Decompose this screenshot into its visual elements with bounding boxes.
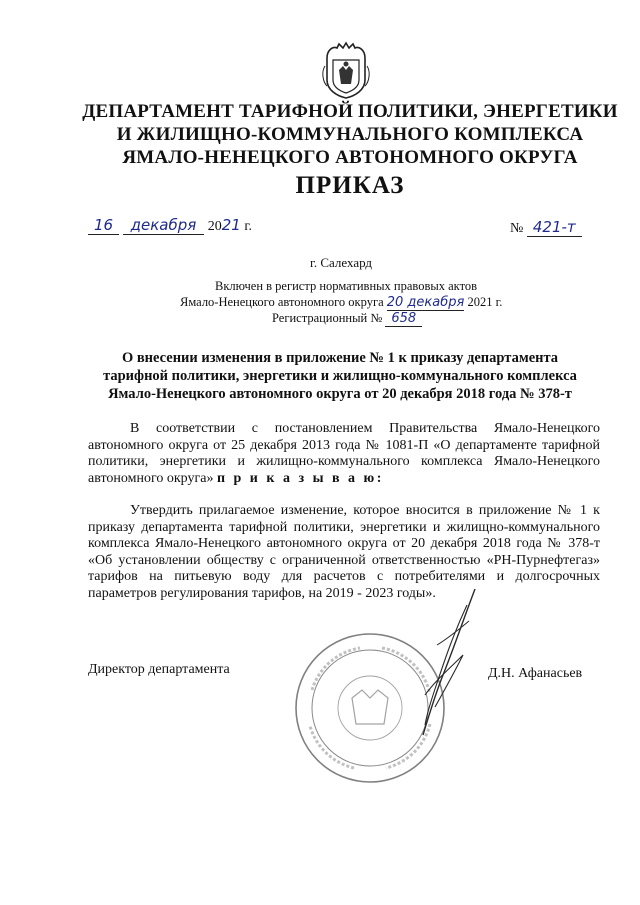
registry-line-2 — [180, 295, 502, 311]
registry-line-3 — [272, 311, 422, 327]
date-day: 16 — [88, 216, 119, 235]
registry-number: 658 — [385, 311, 422, 327]
document-type: ПРИКАЗ — [295, 172, 405, 199]
signatory-name: Д.Н. Афанасьев — [488, 666, 583, 681]
preamble-paragraph — [88, 421, 600, 487]
order-title-line-1: О внесении изменения в приложение № 1 к приказу департамента — [121, 350, 559, 366]
coat-of-arms-icon — [321, 40, 371, 100]
order-number-value: 421-т — [527, 218, 582, 237]
city: г. Салехард — [310, 255, 373, 270]
order-title-line-3: Ямало-Ненецкого автономного округа от 20 декабря 2018 года № 378-т — [108, 386, 572, 402]
date-month: декабря — [123, 216, 205, 235]
handwritten-signature — [405, 585, 495, 745]
registry-date: 20 декабря — [386, 295, 465, 310]
department-name-line-3: ЯМАЛО-НЕНЕЦКОГО АВТОНОМНОГО ОКРУГА — [122, 147, 578, 168]
registry-line-2-prefix: Ямало-Ненецкого автономного округа — [180, 295, 384, 309]
decision-paragraph: Утвердить прилагаемое изменение, которое вносится в приложение № 1 к приказу департамента тарифной политики, энергетики и жилищно-коммунального комплекса Ямало-Ненецкого автономного округа от 20 декабря 2018 года № 378-т «Об установлении обществу с ограниченной ответственностью «РН-Пурнефтегаз» тарифов на питьевую воду для расчетов с потребителями и долгосрочных параметров регулирования тарифов, на 2019 - 2023 годы». — [88, 503, 600, 601]
date-suffix: г. — [244, 219, 253, 234]
order-number — [510, 218, 582, 237]
order-number-prefix: № — [510, 221, 524, 236]
order-title-line-2: тарифной политики, энергетики и жилищно-коммунального комплекса — [103, 368, 577, 384]
preamble-text: В соответствии с постановлением Правительства Ямало-Ненецкого автономного округа от 25 декабря 2013 года № 1081-П «О департаменте тарифной политики, энергетики и жилищно-коммунального комплекса Ямало-Ненецкого автономного округа» — [88, 421, 600, 486]
signatory-position: Директор департамента — [88, 662, 230, 677]
date-year-prefix: 20 — [207, 219, 222, 234]
department-name-line-2: И ЖИЛИЩНО-КОММУНАЛЬНОГО КОМПЛЕКСА — [116, 124, 584, 145]
order-command: п р и к а з ы в а ю: — [216, 470, 384, 486]
registry-line-1: Включен в регистр нормативных правовых актов — [215, 279, 478, 293]
registry-number-label: Регистрационный № — [272, 311, 383, 325]
order-date — [88, 216, 252, 235]
department-name-line-1: ДЕПАРТАМЕНТ ТАРИФНОЙ ПОЛИТИКИ, ЭНЕРГЕТИКИ — [82, 101, 618, 122]
date-year-suffix: 21 — [221, 216, 241, 234]
registry-year: 2021 г. — [467, 295, 503, 309]
